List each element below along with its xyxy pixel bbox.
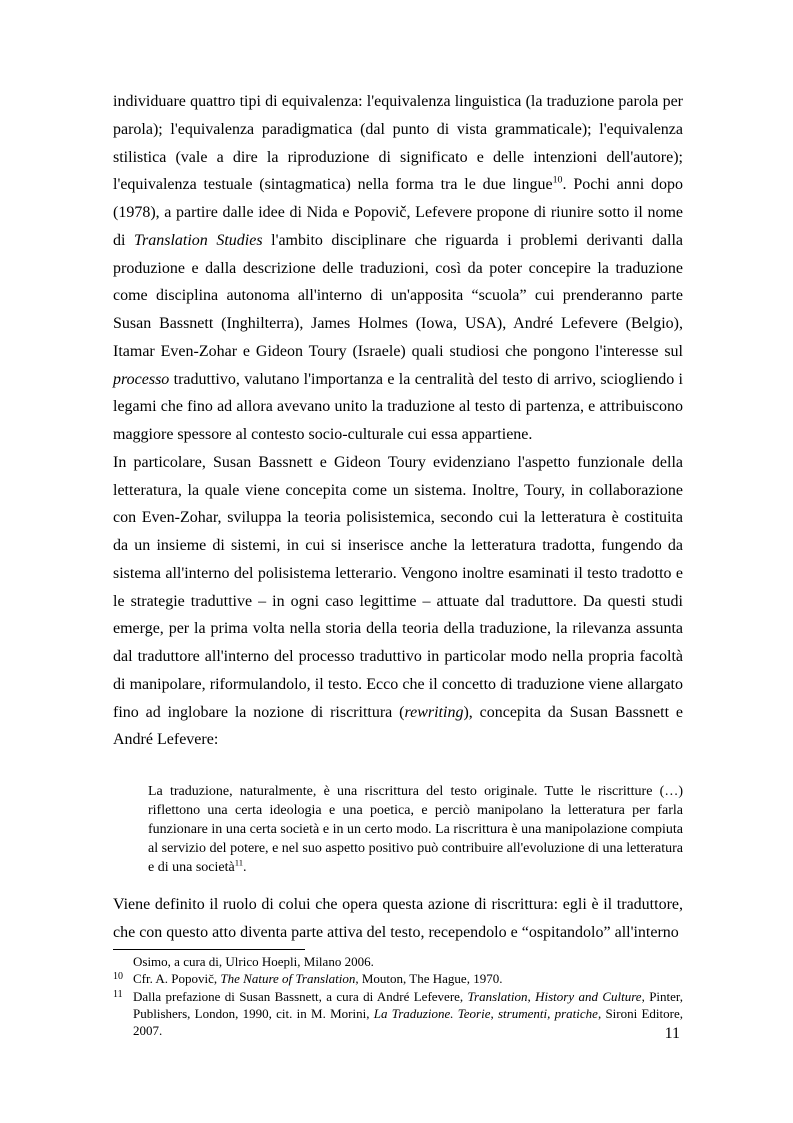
footnote: 11 Dalla prefazione di Susan Bassnett, a cura di André Lefevere, Translation, History and Culture, Pinter, Publishers, London, 1990, cit. in M. Morini, La Traduzione. Teorie, strumenti, pratiche, Sironi Editore, 2007. xyxy=(113,988,684,1039)
footnote-continuation: Osimo, a cura di, Ulrico Hoepli, Milano 2006. xyxy=(133,954,374,969)
footnote-text: Cfr. A. Popovič, The Nature of Translation, Mouton, The Hague, 1970. xyxy=(133,971,503,987)
paragraph: Viene definito il ruolo di colui che opera questa azione di riscrittura: egli è il traduttore, che con questo atto diventa parte attiva del testo, recependolo e “ospitandolo” all'interno xyxy=(113,896,683,941)
block-quote: La traduzione, naturalmente, è una riscrittura del testo originale. Tutte le riscritture (…) riflettono una certa ideologia e una poetica, e perciò manipolano la letteratura per farla funzionare in una certa società e in un certo modo. La riscrittura è una manipolazione compiuta al servizio del potere, e nel suo aspetto positivo può contribuire all'evoluzione di una letteratura e di una società$^{11}$. xyxy=(148,784,683,875)
page-body xyxy=(113,88,683,947)
paragraph: In particolare, Susan Bassnett e Gideon Toury evidenziano l'aspetto funzionale della letteratura, la quale viene concepita come un sistema. Inoltre, Toury, in collaborazione con Even-Zohar, sviluppa la teoria polisistemica, secondo cui la letteratura è costituita da un insieme di sistemi, in cui si inserisce anche la letteratura tradotta, fungendo da sistema all'interno del polisistema letterario. Vengono inoltre esaminati il testo tradotto e le strategie traduttive – in ogni caso legittime – attuate dal traduttore. Da questi studi emerge, per la prima volta nella storia della teoria della traduzione, la rilevanza assunta dal traduttore all'interno del processo traduttivo in particolar modo nella propria facoltà di manipolare, riformulandolo, il testo. Ecco che il concetto di traduzione viene allargato fino ad inglobare la nozione di riscrittura (rewriting), concepita da Susan Bassnett e André Lefevere: xyxy=(113,453,683,749)
footnote-area xyxy=(113,949,683,1039)
paragraph: individuare quattro tipi di equivalenza: l'equivalenza linguistica (la traduzione parola per parola); l'equivalenza paradigmatica (dal punto di vista grammaticale); l'equivalenza stilistica (vale a dire la riproduzione di significato e delle intenzioni dell'autore); l'equivalenza testuale (sintagmatica) nella forma tra le due lingue$^{10}$. Pochi anni dopo (1978), a partire dalle idee di Nida e Popovič, Lefevere propone di riunire sotto il nome di Translation Studies l'ambito disciplinare che riguarda i problemi derivanti dalla produzione e dalla descrizione delle traduzioni, così da poter concepire la traduzione come disciplina autonoma all'interno di un'apposita “scuola” cui prenderanno parte Susan Bassnett (Inghilterra), James Holmes (Iowa, USA), André Lefevere (Belgio), Itamar Even-Zohar e Gideon Toury (Israele) quali studiosi che pongono l'interesse sul processo traduttivo, valutano l'importanza e la centralità del testo di arrivo, sciogliendo i legami che fino ad allora avevano unito la traduzione al testo di partenza, e attribuiscono maggiore spessore al contesto socio-culturale cui essa appartiene. xyxy=(113,93,684,443)
footnote: 10 Cfr. A. Popovič, The Nature of Translation, Mouton, The Hague, 1970. xyxy=(113,971,503,987)
footnote-separator xyxy=(113,949,305,950)
footnote-text: Dalla prefazione di Susan Bassnett, a cura di André Lefevere, Translation, History and Culture, Pinter, Publishers, London, 1990, cit. in M. Morini, La Traduzione. Teorie, strumenti, pratiche, Sironi Editore, 2007. xyxy=(133,988,684,1039)
page-number: 11 xyxy=(664,1025,680,1042)
